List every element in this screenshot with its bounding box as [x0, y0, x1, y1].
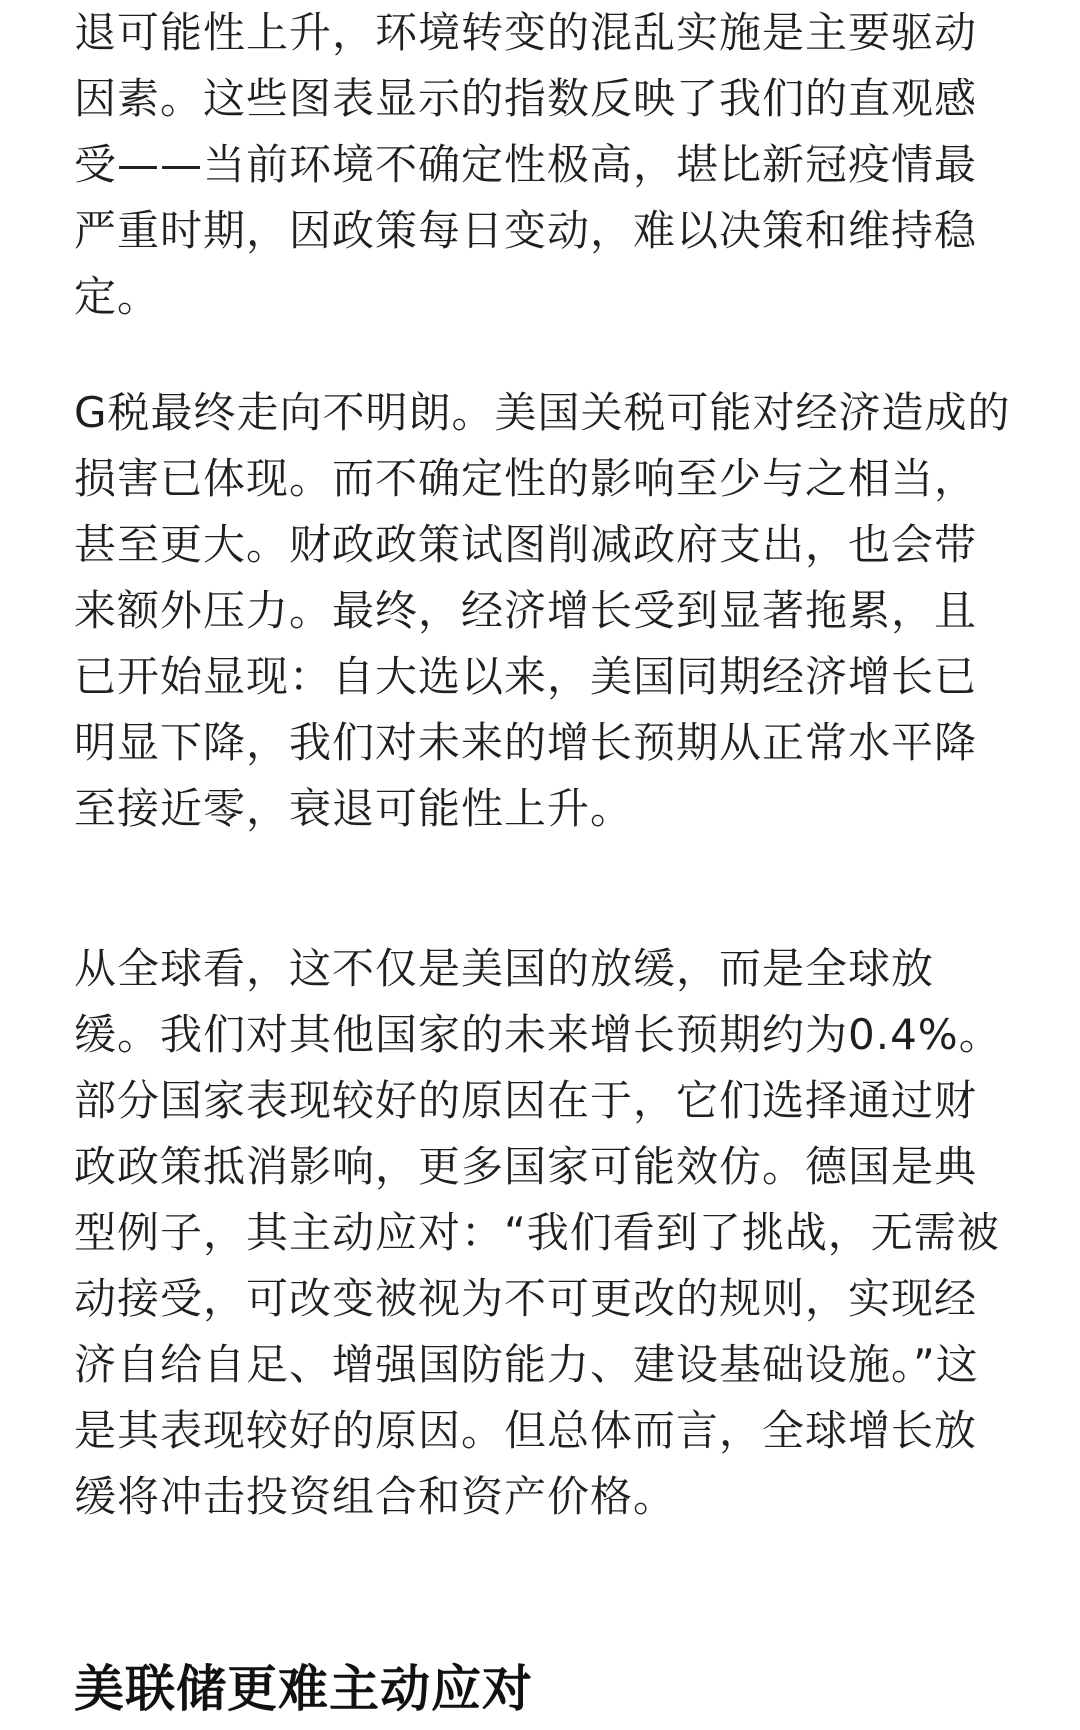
paragraph-1: 退可能性上升，环境转变的混乱实施是主要驱动因素。这些图表显示的指数反映了我们的直观感受——当前环境不确定性极高，堪比新冠疫情最严重时期，因政策每日变动，难以决策和维持稳定。 — [74, 8, 978, 321]
paragraph-2: G税最终走向不明朗。美国关税可能对经济造成的损害已体现。而不确定性的影响至少与之相当，甚至更大。财政政策试图削减政府支出，也会带来额外压力。最终，经济增长受到显著拖累，且已开始显现：自大选以来，美国同期经济增长已明显下降，我们对未来的增长预期从正常水平降至接近零，衰退可能性上升。 — [74, 388, 1011, 833]
section-heading: 美联储更难主动应对 — [74, 1660, 533, 1718]
paragraph-3: 从全球看，这不仅是美国的放缓，而是全球放缓。我们对其他国家的未来增长预期约为0.4%。部分国家表现较好的原因在于，它们选择通过财政政策抵消影响，更多国家可能效仿。德国是典型例子，其主动应对：“我们看到了挑战，无需被动接受，可改变被视为不可更改的规则，实现经济自给自足、增强国防能力、建设基础设施。”这是其表现较好的原因。但总体而言，全球增长放缓将冲击投资组合和资产价格。 — [74, 944, 1002, 1521]
